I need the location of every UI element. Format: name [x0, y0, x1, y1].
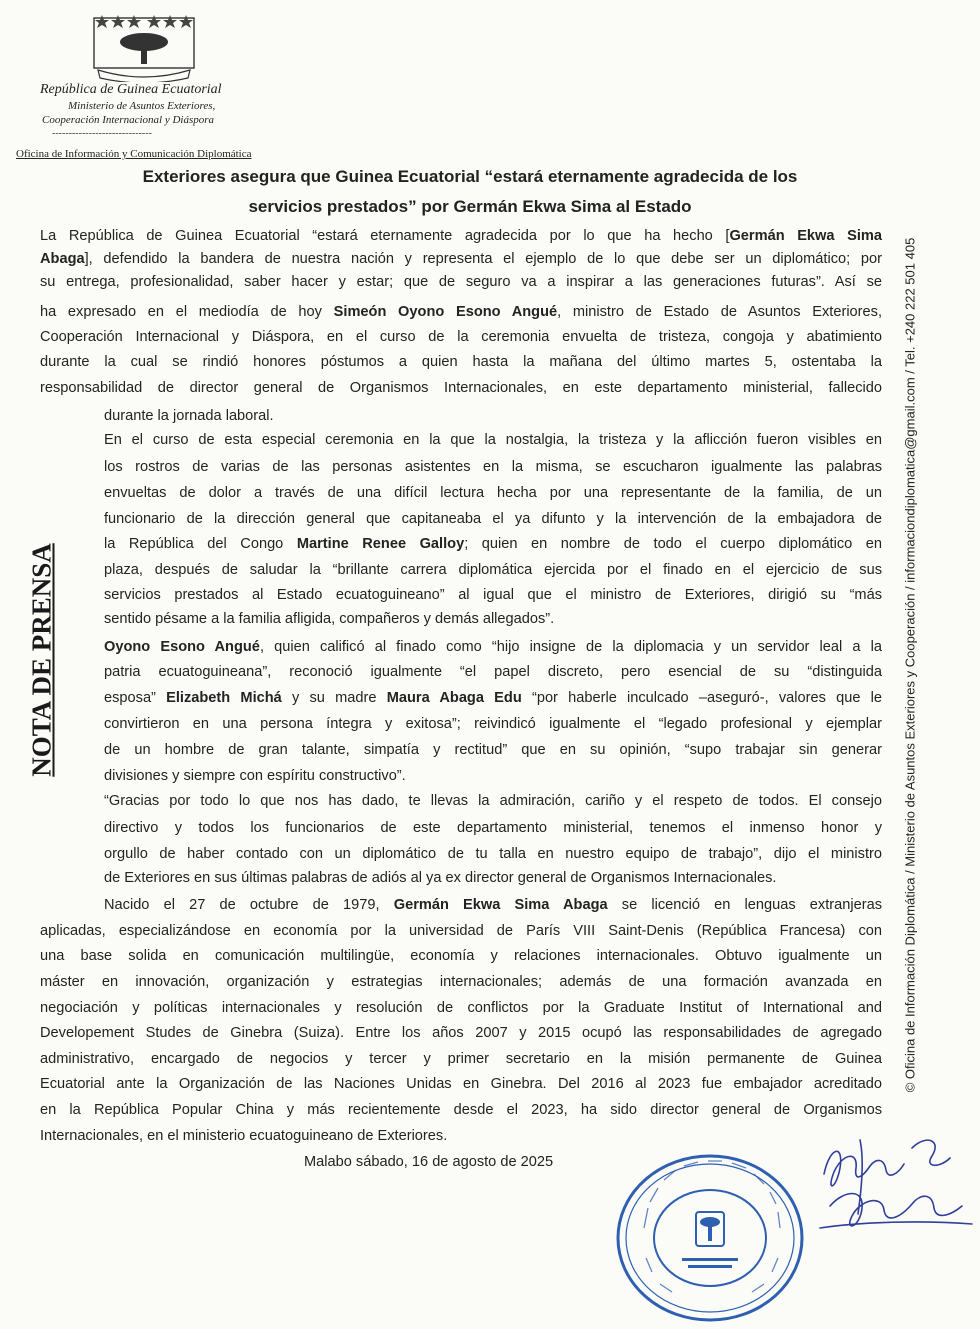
- body-line: negociación y políticas internacionales y resolución de conflictos por la Graduate Institut of International and: [40, 1000, 882, 1016]
- body-line: sentido pésame a la familia afligida, compañeros y demás allegados”.: [104, 611, 555, 627]
- body-line: los rostros de varias de las personas asistentes en la misma, se escucharon igualmente las palabras: [104, 459, 882, 475]
- body-line: Oyono Esono Angué, quien calificó al finado como “hijo insigne de la diplomacia y un servidor leal a la: [104, 639, 883, 655]
- body-line: Nacido el 27 de octubre de 1979, Germán Ekwa Sima Abaga se licenció en lenguas extranjeras: [104, 897, 882, 913]
- ministry-line-1: Ministerio de Asuntos Exteriores,: [68, 100, 216, 112]
- body-line: orgullo de haber contado con un diplomático de tu talla en nuestro equipo de trabajo”, dijo el ministro: [104, 846, 882, 862]
- office-name: Oficina de Información y Comunicación Diplomática: [16, 148, 252, 160]
- body-line: responsabilidad de director general de Organismos Internacionales, en este departamento ministerial, fallecido: [40, 380, 882, 396]
- body-line: durante la jornada laboral.: [104, 408, 274, 424]
- body-line: “Gracias por todo lo que nos has dado, te llevas la admiración, cariño y el respeto de todos. El consejo: [104, 793, 882, 809]
- body-line: la República del Congo Martine Renee Galloy; quien en nombre de todo el cuerpo diplomático en: [104, 536, 883, 552]
- contact-sidebar-text: © Oficina de Información Diplomática / Ministerio de Asuntos Exteriores y Cooperación / informaciondiplomatica@gmail.com / Tel. +240 222 501 405: [902, 237, 918, 1093]
- body-line: La República de Guinea Ecuatorial “estará eternamente agradecida por lo que ha hecho [Germán Ekwa Sima: [40, 228, 882, 244]
- body-line: de un hombre de gran talante, simpatía y rectitud” que en su opinión, “supo trabajar sin generar: [104, 742, 882, 758]
- body-line: patria ecuatoguineana”, reconoció igualmente “el papel discreto, pero esencial de su “distinguida: [104, 664, 882, 680]
- ministry-line-2: Cooperación Internacional y Diáspora: [42, 114, 215, 126]
- contact-sidebar: [892, 170, 928, 1160]
- body-line: su entrega, profesionalidad, saber hacer y estar; que de seguro va a inspirar a las generaciones futuras”. Así se: [40, 274, 882, 290]
- body-line: aplicadas, especializándose en economía por la universidad de París VIII Saint-Denis (República Francesa) con: [40, 923, 882, 939]
- body-line: Ecuatorial ante la Organización de las Naciones Unidas en Ginebra. Del 2016 al 2023 fue embajador acreditado: [40, 1076, 882, 1092]
- press-release-label-text: NOTA DE PRENSA: [26, 543, 57, 777]
- coat-of-arms-icon: [88, 12, 200, 82]
- headline-line-1: Exteriores asegura que Guinea Ecuatorial “estará eternamente agradecida de los: [142, 167, 798, 186]
- date-line: Malabo sábado, 16 de agosto de 2025: [304, 1154, 554, 1170]
- body-line: administrativo, encargado de negocios y tercer y primer secretario en la misión permanente de Guinea: [40, 1051, 882, 1067]
- body-line: convirtieron en una persona íntegra y exitosa”; reivindicó igualmente el “legado profesional y ejemplar: [104, 716, 882, 732]
- body-line: una base solida en comunicación multilingüe, economía y relaciones internacionales. Obtuvo igualmente un: [40, 948, 882, 964]
- body-line: Abaga], defendido la bandera de nuestra nación y representa el ejemplo de lo que debe ser un diplomático; por: [40, 251, 882, 267]
- body-line: Cooperación Internacional y Diáspora, en el curso de la ceremonia envuelta de tristeza, congoja y abatimiento: [40, 329, 882, 345]
- body-line: servicios prestados al Estado ecuatoguineano” al igual que el ministro de Exteriores, dirigió su “más: [104, 587, 882, 603]
- body-line: esposa” Elizabeth Michá y su madre Maura Abaga Edu “por haberle inculcado –aseguró-, valores que le: [104, 690, 883, 706]
- headline-line-2: servicios prestados” por Germán Ekwa Sima al Estado: [248, 197, 692, 216]
- body-line: funcionario de la dirección general que capitaneaba el ya difunto y la intervención de la embajadora de: [104, 511, 882, 527]
- body-line: en la República Popular China y más recientemente desde el 2023, ha sido director general de Organismos: [40, 1102, 882, 1118]
- republic-name: República de Guinea Ecuatorial: [40, 82, 222, 97]
- body-line: ha expresado en el mediodía de hoy Simeón Oyono Esono Angué, ministro de Estado de Asuntos Exteriores,: [40, 304, 883, 320]
- body-line: durante la cual se rindió honores póstumos a quien hasta la mañana del último martes 5, ostentaba la: [40, 354, 882, 370]
- official-seal-icon: [612, 1138, 808, 1324]
- body-line: Internacionales, en el ministerio ecuatoguineano de Exteriores.: [40, 1128, 448, 1144]
- handwritten-signature-icon: [800, 1128, 978, 1258]
- body-line: En el curso de esta especial ceremonia en la que la nostalgia, la tristeza y la aflicción fueron visibles en: [104, 432, 882, 448]
- body-line: divisiones y siempre con espíritu constructivo”.: [104, 768, 406, 784]
- body-line: plaza, después de saludar la “brillante carrera diplomática ejercida por el finado en el ejercicio de sus: [104, 562, 882, 578]
- press-release-label: [18, 520, 66, 800]
- body-line: directivo y todos los funcionarios de este departamento ministerial, tenemos el inmenso honor y: [104, 820, 882, 836]
- header-separator: ------------------------------: [52, 128, 152, 139]
- body-line: máster en innovación, organización y estrategias internacionales; además de una formación avanzada en: [40, 974, 882, 990]
- body-line: envueltas de dolor a través de una difícil lectura hecha por una representante de la familia, de un: [104, 485, 882, 501]
- body-line: Developement Studes de Ginebra (Suiza). Entre los años 2007 y 2015 ocupó las responsabilidades de agregado: [40, 1025, 882, 1041]
- body-line: de Exteriores en sus últimas palabras de adiós al ya ex director general de Organismos Internacionales.: [104, 870, 777, 886]
